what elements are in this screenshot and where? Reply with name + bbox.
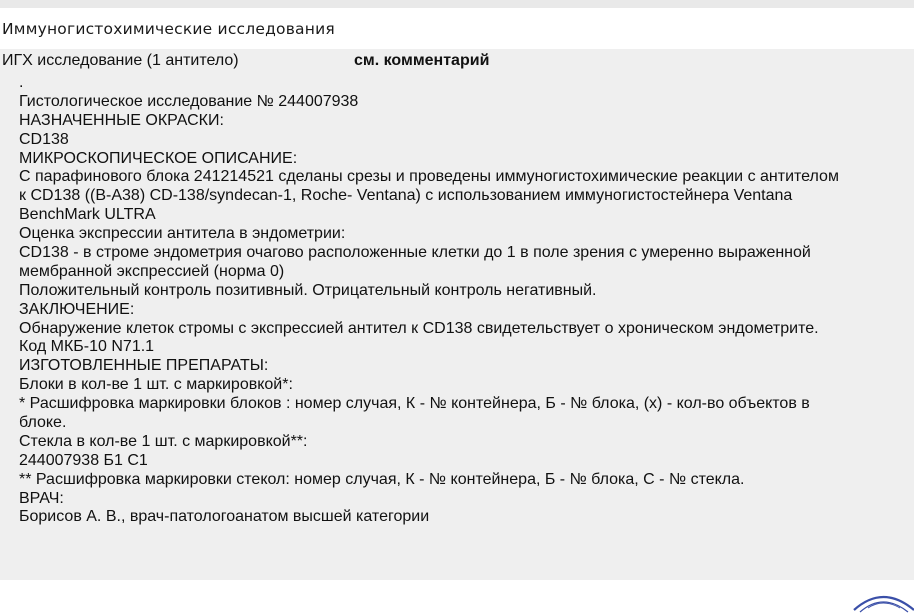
report-line: к CD138 ((B-A38) CD-138/syndecan-1, Roche- Ventana) с использованием иммуногистостейнера Ventana [19,187,793,205]
report-line: ИЗГОТОВЛЕННЫЕ ПРЕПАРАТЫ: [19,357,269,375]
report-line: 244007938 Б1 С1 [19,451,148,469]
report-line: Код МКБ-10 N71.1 [19,338,155,356]
report-line: НАЗНАЧЕННЫЕ ОКРАСКИ: [19,111,224,129]
test-panel [0,49,914,580]
report-line: CD138 [19,130,69,148]
report-line: мембранной экспрессией (норма 0) [19,262,285,280]
report-line: ВРАЧ: [19,489,64,507]
report-line: Обнаружение клеток стромы с экспрессией антител к CD138 свидетельствует о хроническом эндометрите. [19,319,819,337]
report-line: Борисов А. В., врач-патологоанатом высшей категории [19,508,430,526]
report-line: ЗАКЛЮЧЕНИЕ: [19,300,135,318]
report-line: Оценка экспрессии антитела в эндометрии: [19,225,346,243]
test-result: см. комментарий [354,52,490,69]
section-title: Иммуногистохимические исследования [2,20,335,38]
report-line: С парафинового блока 241214521 сделаны срезы и проведены иммуногистохимические реакции с антителом [19,168,839,186]
report-line: МИКРОСКОПИЧЕСКОЕ ОПИСАНИЕ: [19,149,298,167]
report-line: Положительный контроль позитивный. Отрицательный контроль негативный. [19,281,597,299]
report-line: CD138 - в строме эндометрия очагово расположенные клетки до 1 в поле зрения с умеренно выраженной [19,244,811,262]
report-line: * Расшифровка маркировки блоков : номер случая, К - № контейнера, Б - № блока, (х) - кол-во объектов в [19,395,810,413]
report-line: Стекла в кол-ве 1 шт. с маркировкой**: [19,432,308,450]
report-line: блоке. [19,414,67,432]
lab-seal-icon [848,590,914,614]
clipped-header-strip [0,0,914,8]
test-name: ИГХ исследование (1 антитело) [2,52,239,69]
report-line: Блоки в кол-ве 1 шт. с маркировкой*: [19,376,293,394]
report-text [19,74,914,527]
report-line: BenchMark ULTRA [19,206,156,224]
report-line: Гистологическое исследование № 244007938 [19,92,359,110]
report-line: . [19,74,24,91]
report-line: ** Расшифровка маркировки стекол: номер случая, К - № контейнера, Б - № блока, С - № стекла. [19,470,745,488]
